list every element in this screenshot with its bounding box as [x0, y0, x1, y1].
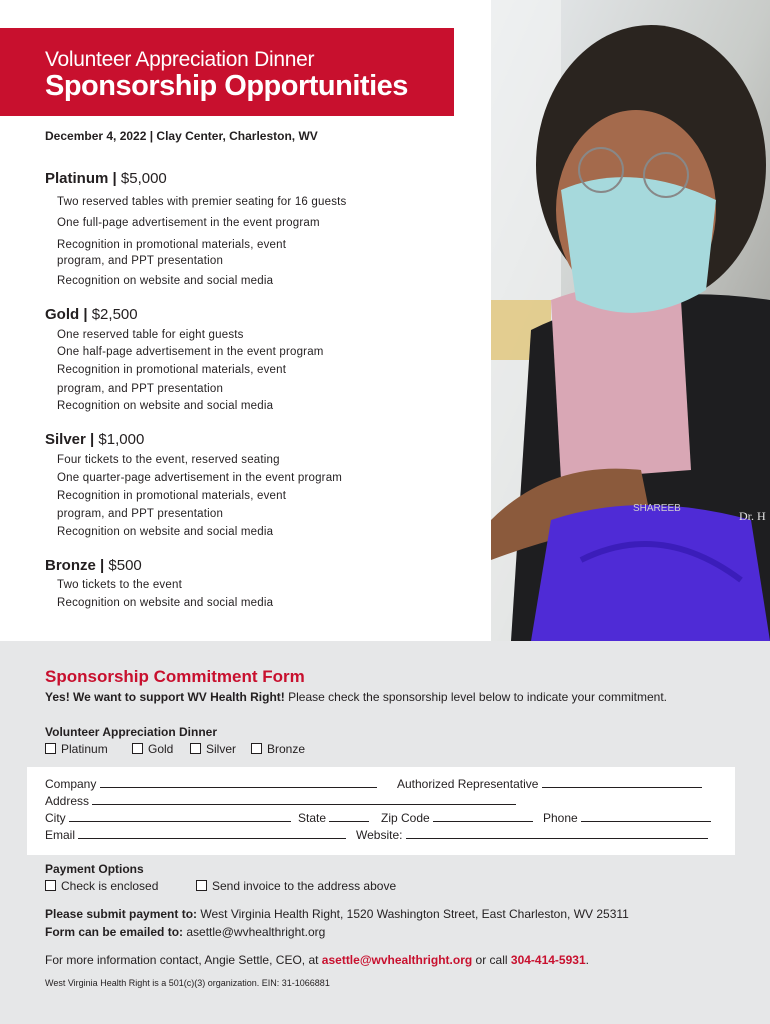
zip-field[interactable]: [381, 810, 533, 825]
auth-rep-field[interactable]: [397, 776, 702, 791]
form-intro-bold: Yes! We want to support WV Health Right!: [45, 690, 285, 704]
tier-separator: |: [79, 306, 92, 323]
city-line[interactable]: [69, 810, 291, 822]
event-dateline: December 4, 2022 | Clay Center, Charleston, WV: [45, 129, 318, 143]
submit-payment-address: West Virginia Health Right, 1520 Washington Street, East Charleston, WV 25311: [197, 907, 629, 921]
title-banner: [0, 28, 454, 116]
state-field[interactable]: [298, 810, 369, 825]
email-form-label: Form can be emailed to:: [45, 925, 184, 939]
platinum-benefit: Recognition in promotional materials, event: [57, 239, 287, 251]
level-label: Platinum: [61, 742, 108, 756]
checkbox[interactable]: [196, 880, 207, 891]
level-label: Bronze: [267, 742, 306, 756]
bronze-benefit: Two tickets to the event: [57, 579, 182, 591]
page-title: Sponsorship Opportunities: [45, 70, 408, 102]
website-label: Website:: [356, 828, 403, 842]
tier-price: $2,500: [91, 306, 138, 323]
zip-line[interactable]: [433, 810, 533, 822]
company-label: Company: [45, 777, 97, 791]
silver-benefit: Recognition on website and social media: [57, 526, 274, 538]
zip-label: Zip Code: [381, 811, 430, 825]
contact-text: .: [585, 953, 589, 967]
tier-gold-heading: [45, 306, 138, 323]
tier-name: Gold: [45, 306, 80, 323]
tier-bronze-heading: [45, 557, 142, 574]
company-line[interactable]: [100, 776, 377, 788]
coat-name-embroidery: Dr. H: [739, 509, 766, 523]
contact-line: [45, 953, 589, 967]
email-label: Email: [45, 828, 76, 842]
level-option-gold[interactable]: [132, 742, 173, 756]
email-field[interactable]: [45, 827, 346, 842]
tier-price: $500: [108, 557, 142, 574]
gold-benefit: One half-page advertisement in the event program: [57, 346, 324, 358]
tier-name: Platinum: [45, 170, 109, 187]
platinum-benefit: One full-page advertisement in the event program: [57, 217, 320, 229]
payment-option-invoice[interactable]: [196, 879, 396, 893]
checkbox[interactable]: [190, 743, 201, 754]
silver-benefit: Four tickets to the event, reserved seating: [57, 454, 280, 466]
payment-options-label: Payment Options: [45, 862, 144, 876]
tier-price: $5,000: [120, 170, 167, 187]
phone-field[interactable]: [543, 810, 711, 825]
gold-benefit: Recognition on website and social media: [57, 400, 274, 412]
email-form-line: [45, 925, 325, 939]
form-intro: [45, 690, 667, 704]
payment-option-check[interactable]: [45, 879, 158, 893]
event-label: Volunteer Appreciation Dinner: [45, 725, 218, 739]
tier-name: Silver: [45, 431, 86, 448]
auth-rep-line[interactable]: [542, 776, 702, 788]
website-line[interactable]: [406, 827, 708, 839]
phone-label: Phone: [543, 811, 578, 825]
address-label: Address: [45, 794, 90, 808]
city-label: City: [45, 811, 66, 825]
email-line[interactable]: [78, 827, 346, 839]
level-option-silver[interactable]: [190, 742, 236, 756]
city-field[interactable]: [45, 810, 291, 825]
contact-text: or call: [472, 953, 511, 967]
checkbox[interactable]: [132, 743, 143, 754]
address-field[interactable]: [45, 793, 516, 808]
tier-name: Bronze: [45, 557, 96, 574]
level-label: Gold: [148, 742, 174, 756]
gold-benefit: Recognition in promotional materials, event: [57, 364, 287, 376]
jacket-logo: SHAREEB: [633, 503, 681, 514]
gold-benefit: One reserved table for eight guests: [57, 329, 244, 341]
platinum-benefit: Two reserved tables with premier seating for 16 guests: [57, 196, 347, 208]
bronze-benefit: Recognition on website and social media: [57, 597, 274, 609]
payment-option-label: Check is enclosed: [61, 879, 159, 893]
state-label: State: [298, 811, 327, 825]
tier-silver-heading: [45, 431, 144, 448]
checkbox[interactable]: [45, 880, 56, 891]
submit-payment-line: [45, 907, 629, 921]
tier-platinum-heading: [45, 170, 167, 187]
tier-price: $1,000: [98, 431, 145, 448]
website-field[interactable]: [356, 827, 708, 842]
form-title: Sponsorship Commitment Form: [45, 667, 305, 686]
auth-rep-label: Authorized Representative: [397, 777, 539, 791]
form-intro-text: Please check the sponsorship level below to indicate your commitment.: [284, 690, 667, 704]
payment-option-label: Send invoice to the address above: [212, 879, 397, 893]
event-title: Volunteer Appreciation Dinner: [45, 48, 315, 71]
contact-email-link[interactable]: asettle@wvhealthright.org: [321, 953, 473, 967]
silver-benefit: Recognition in promotional materials, event: [57, 490, 287, 502]
volunteer-photo: [491, 0, 770, 641]
address-line[interactable]: [92, 793, 516, 805]
footer-ein: West Virginia Health Right is a 501(c)(3) organization. EIN: 31-1066881: [45, 978, 330, 988]
silver-benefit: One quarter-page advertisement in the event program: [57, 472, 343, 484]
level-option-platinum[interactable]: [45, 742, 108, 756]
tier-separator: |: [95, 557, 109, 574]
platinum-benefit: Recognition on website and social media: [57, 275, 274, 287]
level-option-bronze[interactable]: [251, 742, 305, 756]
state-line[interactable]: [329, 810, 369, 822]
silver-benefit: program, and PPT presentation: [57, 508, 224, 520]
contact-phone-link[interactable]: 304-414-5931: [510, 953, 586, 967]
checkbox[interactable]: [251, 743, 262, 754]
contact-text: For more information contact, Angie Settle, CEO, at: [45, 953, 322, 967]
phone-line[interactable]: [581, 810, 711, 822]
volunteer-photo-illustration: [491, 0, 770, 641]
gold-benefit: program, and PPT presentation: [57, 383, 224, 395]
tier-separator: |: [108, 170, 121, 187]
submit-payment-label: Please submit payment to:: [45, 907, 198, 921]
tier-separator: |: [85, 431, 99, 448]
platinum-benefit: program, and PPT presentation: [57, 255, 224, 267]
checkbox[interactable]: [45, 743, 56, 754]
email-form-address: asettle@wvhealthright.org: [183, 925, 326, 939]
company-field[interactable]: [45, 776, 377, 791]
level-label: Silver: [206, 742, 237, 756]
